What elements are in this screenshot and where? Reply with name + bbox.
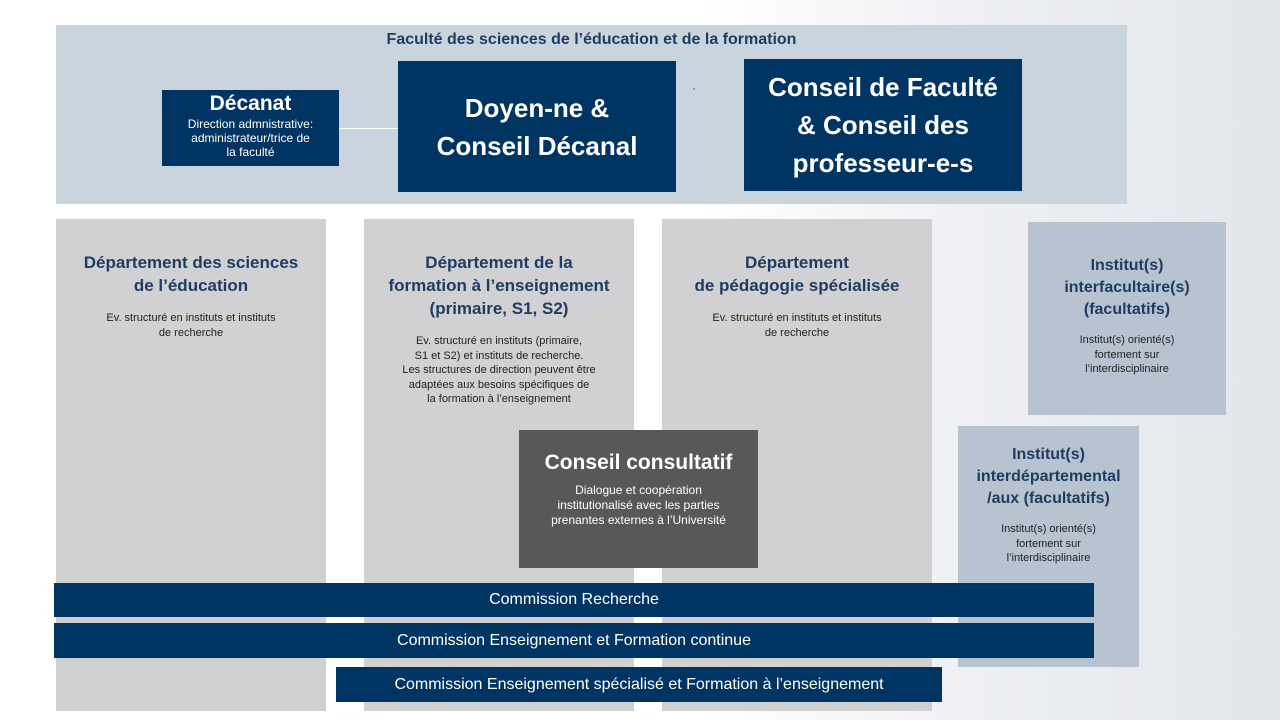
decanat-subtitle-line: administrateur/trice de — [191, 131, 310, 145]
institute-title-line: (facultatifs) — [1083, 301, 1171, 318]
institute-title — [1028, 255, 1226, 321]
department-desc-line: la formation à l’enseignement — [427, 393, 571, 405]
conseil-consultatif-desc-line: prenantes externes à l’Université — [551, 513, 726, 527]
institute-description — [958, 522, 1139, 566]
institute-desc-line: fortement sur — [1094, 348, 1160, 361]
department-title-line: Département de la — [425, 253, 573, 272]
department-title-line: de l’éducation — [133, 276, 249, 295]
commission-enseignement-formation-continue-bar — [54, 623, 1094, 658]
decanat-doyen-connector — [338, 128, 398, 129]
doyen-box — [398, 61, 676, 192]
conseil-faculte-line: & Conseil des — [797, 110, 969, 140]
department-desc-line: adaptées aux besoins spécifiques de — [408, 378, 590, 391]
department-title — [364, 251, 634, 320]
conseil-consultatif-box — [519, 430, 758, 568]
department-desc-line: Ev. structuré en instituts (primaire, — [415, 335, 583, 347]
department-description — [56, 311, 326, 340]
department-desc-line: S1 et S2) et instituts de recherche. — [414, 349, 584, 362]
institute-title-line: Institut(s) — [1012, 446, 1085, 463]
faculty-title: Faculté des sciences de l’éducation et de la formation — [386, 31, 797, 48]
decanat-title: Décanat — [209, 92, 292, 115]
doyen-line: Doyen-ne & — [464, 92, 610, 123]
decorative-dot — [693, 88, 695, 90]
conseil-consultatif-title: Conseil consultatif — [544, 451, 733, 474]
commission-label: Commission Enseignement spécialisé et Formation à l’enseignement — [394, 675, 884, 693]
department-title-line: Département — [745, 253, 849, 272]
conseil-consultatif-desc-line: Dialogue et coopération — [575, 483, 702, 497]
institute-interfacultaire — [1028, 222, 1226, 415]
institute-desc-line: Institut(s) orienté(s) — [1001, 523, 1096, 535]
conseil-faculte-line: Conseil de Faculté — [768, 72, 998, 102]
department-desc-line: Les structures de direction peuvent être — [402, 364, 596, 376]
department-description — [364, 334, 634, 407]
institute-title-line: Institut(s) — [1090, 257, 1164, 274]
institute-desc-line: l’interdisciplinaire — [1085, 363, 1169, 375]
department-desc-line: Ev. structuré en instituts et instituts — [106, 312, 276, 324]
department-title — [662, 251, 932, 297]
department-description — [662, 311, 932, 340]
decanat-subtitle-line: Direction admnistrative: — [187, 117, 314, 131]
department-title-line: formation à l’enseignement — [388, 276, 610, 295]
institute-title — [958, 444, 1139, 510]
commission-enseignement-specialise-bar — [336, 667, 942, 702]
institute-desc-line: Institut(s) orienté(s) — [1079, 334, 1175, 346]
institute-description — [1028, 333, 1226, 377]
conseil-consultatif-desc-line: institutionalisé avec les parties — [557, 498, 720, 512]
commission-label: Commission Recherche — [489, 591, 659, 608]
commission-recherche-bar — [54, 583, 1094, 617]
department-title-line: de pédagogie spécialisée — [694, 276, 900, 295]
commission-label: Commission Enseignement et Formation continue — [397, 631, 751, 649]
institute-title-line: interdépartemental — [976, 468, 1121, 485]
department-desc-line: de recherche — [158, 326, 224, 339]
conseil-faculte-box — [744, 59, 1022, 191]
decanat-subtitle-line: la faculté — [226, 145, 275, 159]
department-title — [56, 251, 326, 297]
decanat-box — [162, 90, 339, 166]
institute-desc-line: l’interdisciplinaire — [1006, 552, 1091, 564]
institute-desc-line: fortement sur — [1016, 537, 1081, 550]
decanat-subtitle — [162, 117, 339, 159]
doyen-line: Conseil Décanal — [436, 130, 638, 161]
conseil-faculte-line: professeur-e-s — [792, 148, 974, 178]
department-title-line: Département des sciences — [83, 253, 299, 272]
conseil-consultatif-description — [519, 483, 758, 528]
institute-title-line: interfacultaire(s) — [1064, 279, 1190, 296]
institute-title-line: /aux (facultatifs) — [987, 490, 1110, 507]
department-desc-line: Ev. structuré en instituts et instituts — [712, 312, 882, 324]
department-title-line: (primaire, S1, S2) — [429, 299, 569, 318]
department-desc-line: de recherche — [764, 326, 830, 339]
